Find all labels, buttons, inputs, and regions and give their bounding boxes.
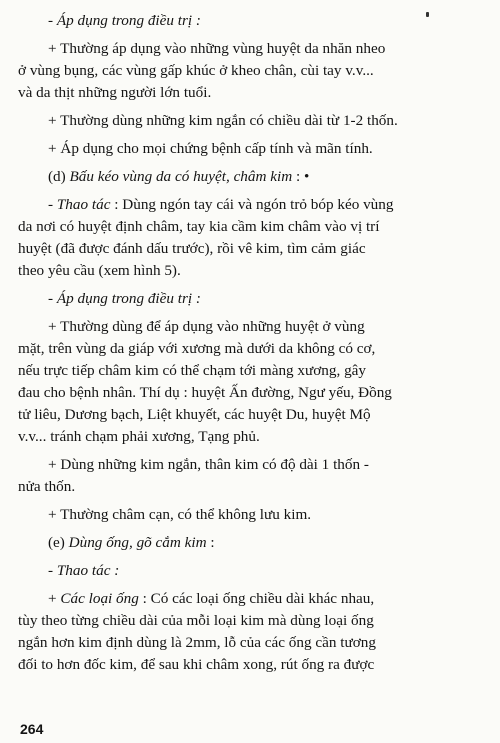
paragraph-procedure-e-heading: [18, 560, 488, 582]
text-line: + Thường áp dụng vào những vùng huyệt da nhăn nheo: [48, 40, 386, 57]
text-line: mặt, trên vùng da giáp với xương mà dưới da không có cơ,: [18, 340, 376, 357]
paragraph-apply-heading-2: [18, 288, 488, 310]
paragraph-all-diseases: [18, 138, 488, 160]
page-body: [18, 10, 488, 682]
page-number: 264: [20, 721, 44, 737]
text-line: tử liêu, Dương bạch, Liệt khuyết, các huyệt Du, huyệt Mộ: [18, 406, 371, 423]
text-line: da nơi có huyệt định châm, tay kia cầm kim châm vào vị trí: [18, 218, 380, 235]
text-line: + Áp dụng cho mọi chứng bệnh cấp tính và mãn tính.: [48, 140, 373, 157]
tube-types-label: Các loại ống: [60, 590, 139, 607]
paragraph-apply-heading-1: [18, 10, 488, 32]
text-line: nửa thốn.: [18, 478, 76, 495]
text-line: - Áp dụng trong điều trị :: [48, 12, 201, 29]
section-marker: (e): [48, 534, 69, 551]
paragraph-procedure-d: [18, 194, 488, 282]
text-line: + Thường dùng để áp dụng vào những huyệt ở vùng: [48, 318, 365, 335]
text-line: ngắn hơn kim định dùng là 2mm, lỗ của các ống cần tương: [18, 634, 376, 651]
paragraph-apply-wrinkled-skin: [18, 38, 488, 104]
text-line: [18, 194, 488, 216]
text-line: huyệt (đã được đánh dấu trước), rồi vê kim, tìm cảm giác: [18, 240, 366, 257]
text-line: đối to hơn đốc kim, để sau khi châm xong, rút ống ra được: [18, 656, 375, 673]
text-line: [18, 166, 488, 188]
text-line: ở vùng bụng, các vùng gấp khúc ở kheo chân, cùi tay v.v...: [18, 62, 374, 79]
section-title: Bấu kéo vùng da có huyệt, châm kim: [69, 168, 293, 185]
text-line: nếu trực tiếp châm kim có thể chạm tới màng xương, gây: [18, 362, 366, 379]
text-line: - Thao tác :: [48, 562, 120, 579]
text-line: theo yêu cầu (xem hình 5).: [18, 262, 181, 279]
section-heading-d: [18, 166, 488, 188]
tube-types-text: : Có các loại ống chiều dài khác nhau,: [138, 590, 375, 607]
text-line: + Thường dùng những kim ngắn có chiều dài từ 1-2 thốn.: [48, 112, 398, 129]
text-line: và da thịt những người lớn tuổi.: [18, 84, 212, 101]
paragraph-short-needle-length: [18, 454, 488, 498]
bullet-plus: +: [48, 590, 61, 607]
paragraph-short-needles: [18, 110, 488, 132]
paragraph-face-points: [18, 316, 488, 448]
text-line: + Dùng những kim ngắn, thân kim có độ dài 1 thốn -: [48, 456, 369, 473]
paragraph-tube-types: [18, 588, 488, 676]
section-suffix: : •: [292, 168, 310, 185]
text-line: - Áp dụng trong điều trị :: [48, 290, 201, 307]
text-line: + Thường châm cạn, có thể không lưu kim.: [48, 506, 312, 523]
procedure-label: - Thao tác: [48, 196, 111, 213]
paragraph-shallow-needling: [18, 504, 488, 526]
text-line: v.v... tránh chạm phải xương, Tạng phủ.: [18, 428, 260, 445]
text-line: [18, 532, 488, 554]
section-title: Dùng ống, gõ cắm kim: [68, 534, 207, 551]
text-line: [18, 588, 488, 610]
procedure-text: : Dùng ngón tay cái và ngón trỏ bóp kéo vùng: [110, 196, 394, 213]
section-heading-e: [18, 532, 488, 554]
text-line: tùy theo từng chiều dài của mỗi loại kim mà dùng loại ống: [18, 612, 374, 629]
text-line: đau cho bệnh nhân. Thí dụ : huyệt Ấn đường, Ngư yếu, Đồng: [18, 384, 392, 401]
section-marker: (d): [48, 168, 70, 185]
section-suffix: :: [206, 534, 215, 551]
